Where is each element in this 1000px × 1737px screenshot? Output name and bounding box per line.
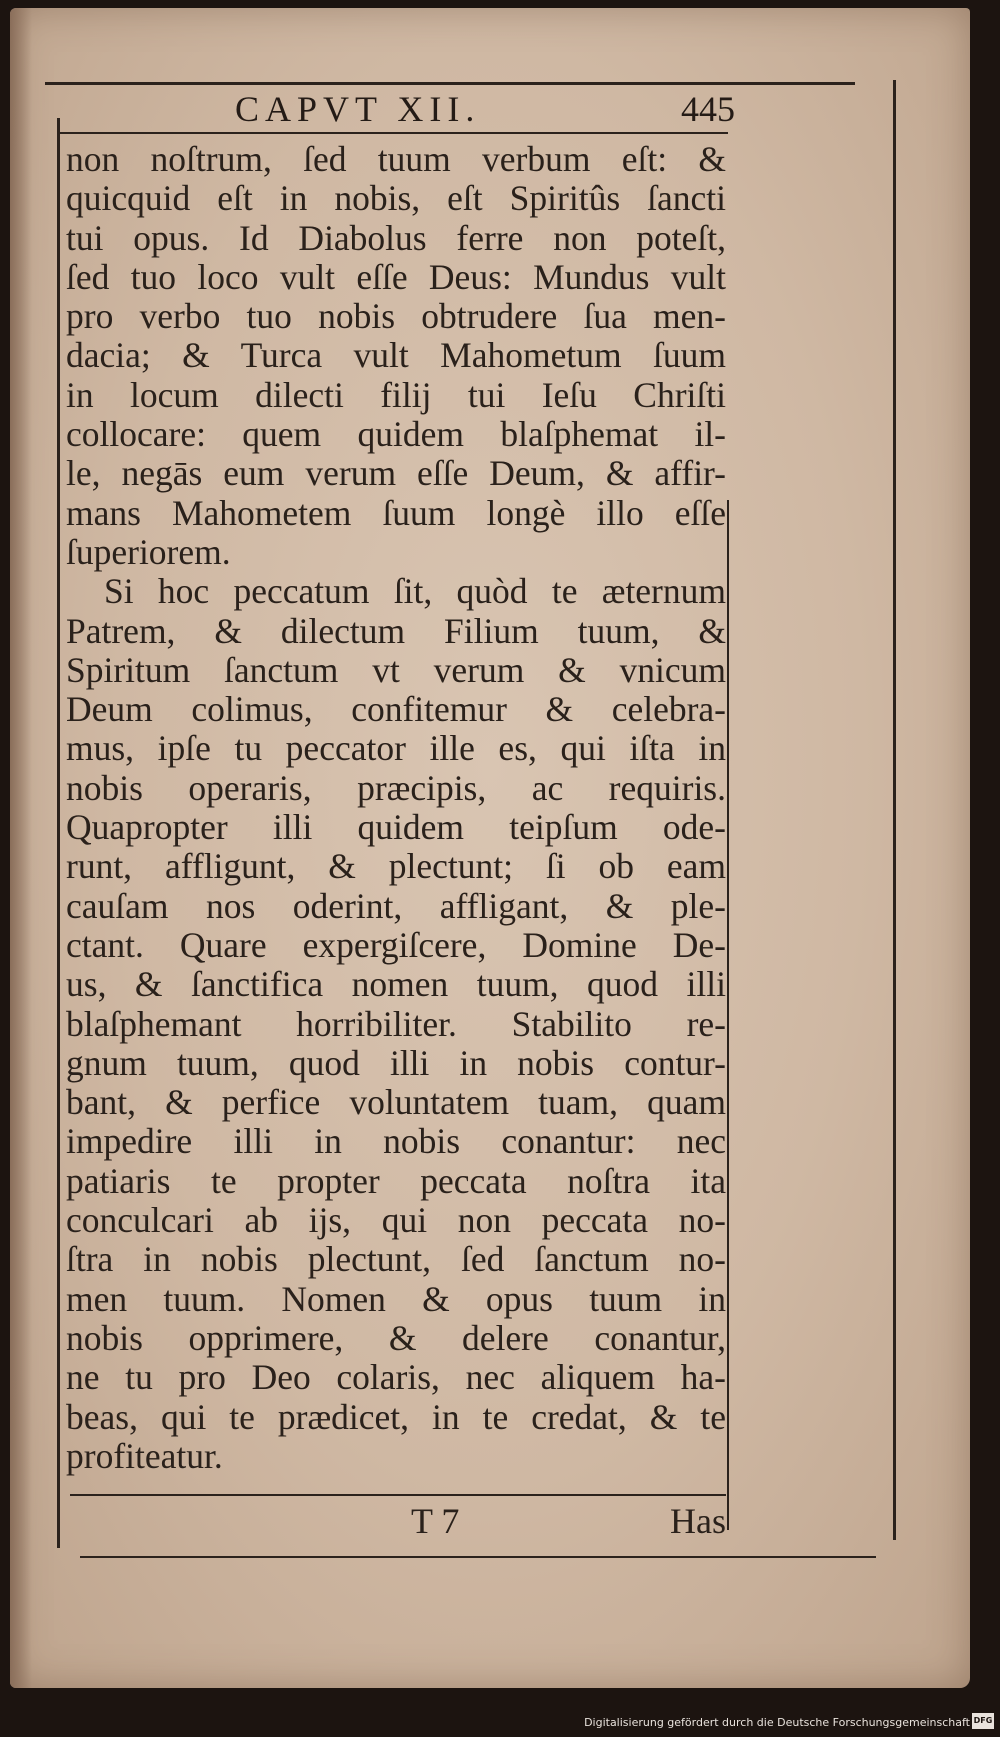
text-line: cauſam nos oderint, affligant, & ple- <box>66 886 726 926</box>
text-line: ſuperiorem. <box>66 532 231 572</box>
text-line: ne tu pro Deo colaris, nec aliquem ha- <box>66 1358 726 1398</box>
text-line: beas, qui te prædicet, in te credat, & te <box>66 1397 726 1437</box>
outer-right-rule <box>893 80 896 1540</box>
text-line: ſed tuo loco vult eſſe Deus: Mundus vult <box>66 257 726 297</box>
page-number: 445 <box>681 89 735 129</box>
bottom-border-rule <box>80 1556 876 1558</box>
text-line: bant, & perfice voluntatem tuam, quam <box>66 1083 726 1123</box>
text-line: tui opus. Id Diabolus ferre non poteſt, <box>66 218 726 258</box>
text-line: Deum colimus, confitemur & celebra- <box>66 690 726 730</box>
text-line: ctant. Quare expergiſcere, Domine De- <box>66 925 726 965</box>
text-line: Si hoc peccatum ſit, quòd te æternum <box>104 572 726 612</box>
body-text <box>66 140 726 1476</box>
text-line: nobis opprimere, & delere conantur, <box>66 1318 726 1358</box>
running-title: CAPVT XII. <box>235 89 481 129</box>
page-gutter-shadow <box>10 8 32 1688</box>
text-line: conculcari ab ijs, qui non peccata no- <box>66 1201 726 1241</box>
text-line: patiaris te propter peccata noſtra ita <box>66 1161 726 1201</box>
text-line: Spiritum ſanctum vt verum & vnicum <box>66 650 726 690</box>
text-line: nobis operaris, præcipis, ac requiris. <box>66 768 726 808</box>
signature-mark: T 7 <box>411 1501 460 1541</box>
text-line: non noſtrum, ſed tuum verbum eſt: & <box>66 140 726 179</box>
text-bottom-rule <box>70 1494 726 1496</box>
page-footer <box>66 1500 726 1546</box>
text-line: men tuum. Nomen & opus tuum in <box>66 1279 726 1319</box>
right-frame-rule <box>727 500 729 1530</box>
text-line: mans Mahometem ſuum longè illo eſſe <box>66 493 726 533</box>
left-frame-rule <box>57 118 60 1548</box>
text-line: blaſphemant horribiliter. Stabilito re- <box>66 1004 726 1044</box>
page-header <box>55 82 735 128</box>
text-line: Patrem, & dilectum Filium tuum, & <box>66 611 726 651</box>
text-line: gnum tuum, quod illi in nobis contur- <box>66 1043 726 1083</box>
text-line: collocare: quem quidem blaſphemat il- <box>66 415 726 455</box>
text-line: ſtra in nobis plectunt, ſed ſanctum no- <box>66 1240 726 1280</box>
text-line: us, & ſanctifica nomen tuum, quod illi <box>66 965 726 1005</box>
text-line: le, negās eum verum eſſe Deum, & affir- <box>66 454 726 494</box>
text-line: impedire illi in nobis conantur: nec <box>66 1122 726 1162</box>
text-line: mus, ipſe tu peccator ille es, qui iſta in <box>66 729 726 769</box>
text-line: pro verbo tuo nobis obtrudere ſua men- <box>66 297 726 337</box>
catchword: Has <box>670 1501 726 1541</box>
text-line: dacia; & Turca vult Mahometum ſuum <box>66 336 726 376</box>
text-line: runt, affligunt, & plectunt; ſi ob eam <box>66 847 726 887</box>
digitization-credit: Digitalisierung gefördert durch die Deutsche Forschungsgemeinschaft <box>584 1716 970 1729</box>
header-underline <box>58 132 728 134</box>
text-line: in locum dilecti filij tui Ieſu Chriſti <box>66 375 726 415</box>
text-line: Quapropter illi quidem teipſum ode- <box>66 808 726 848</box>
text-line: profiteatur. <box>66 1436 223 1476</box>
text-line: quicquid eſt in nobis, eſt Spiritûs ſancti <box>66 179 726 219</box>
dfg-logo-icon: DFG <box>972 1713 994 1729</box>
